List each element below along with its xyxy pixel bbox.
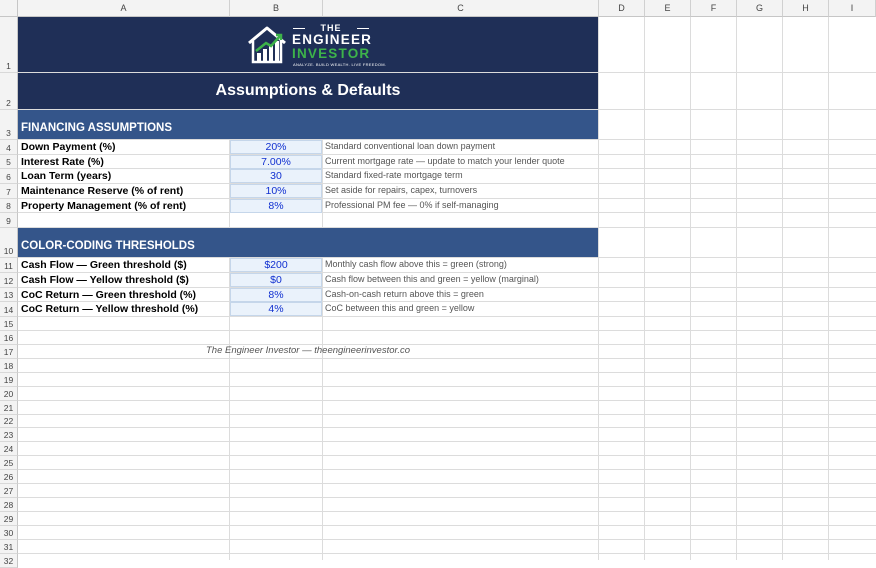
row-header[interactable]: 4: [0, 140, 18, 155]
label-down-payment: Down Payment (%): [21, 141, 116, 153]
input-cashflow-green[interactable]: $200: [230, 258, 322, 272]
gridline: [782, 17, 783, 560]
row-header[interactable]: 13: [0, 288, 18, 302]
label-coc-yellow: CoC Return — Yellow threshold (%): [21, 303, 199, 315]
gridline: [828, 17, 829, 560]
row-header[interactable]: 9: [0, 213, 18, 228]
section-header-thresholds: COLOR-CODING THRESHOLDS: [18, 228, 598, 257]
row-header[interactable]: 3: [0, 110, 18, 140]
note-down-payment: Standard conventional loan down payment: [325, 141, 496, 151]
note-coc-yellow: CoC between this and green = yellow: [325, 303, 475, 313]
row-header[interactable]: 19: [0, 373, 18, 387]
gridline: [18, 386, 876, 387]
gridline: [18, 330, 876, 331]
column-header-h[interactable]: H: [783, 0, 829, 17]
row-header[interactable]: 10: [0, 228, 18, 258]
gridline: [18, 525, 876, 526]
note-cashflow-yellow: Cash flow between this and green = yellow (marginal): [325, 274, 539, 284]
row-header[interactable]: 14: [0, 302, 18, 317]
row-header[interactable]: 16: [0, 331, 18, 345]
input-property-management[interactable]: 8%: [230, 199, 322, 213]
note-interest-rate: Current mortgage rate — update to match your lender quote: [325, 156, 565, 166]
column-header-g[interactable]: G: [737, 0, 783, 17]
column-header-i[interactable]: I: [829, 0, 876, 17]
label-property-management: Property Management (% of rent): [21, 200, 187, 212]
column-header-e[interactable]: E: [645, 0, 691, 17]
input-cashflow-yellow[interactable]: $0: [230, 273, 322, 287]
column-header-b[interactable]: B: [230, 0, 323, 17]
page-title: Assumptions & Defaults: [215, 82, 401, 99]
gridline: [18, 497, 876, 498]
column-header-c[interactable]: C: [323, 0, 599, 17]
gridline: [644, 17, 645, 560]
input-down-payment[interactable]: 20%: [230, 140, 322, 154]
row-header[interactable]: 21: [0, 401, 18, 415]
row-header[interactable]: 11: [0, 258, 18, 273]
gridline: [18, 483, 876, 484]
row-header[interactable]: 30: [0, 526, 18, 540]
row-header[interactable]: 20: [0, 387, 18, 401]
note-property-management: Professional PM fee — 0% if self-managing: [325, 200, 499, 210]
gridline: [18, 316, 876, 317]
row-header[interactable]: 26: [0, 470, 18, 484]
house-chart-icon: [246, 24, 288, 66]
row-header[interactable]: 32: [0, 554, 18, 568]
input-maintenance-reserve[interactable]: 10%: [230, 184, 322, 198]
note-maintenance-reserve: Set aside for repairs, capex, turnovers: [325, 185, 478, 195]
row-header[interactable]: 29: [0, 512, 18, 526]
row-header[interactable]: 2: [0, 73, 18, 110]
row-header[interactable]: 5: [0, 155, 18, 169]
label-loan-term: Loan Term (years): [21, 170, 112, 182]
label-maintenance-reserve: Maintenance Reserve (% of rent): [21, 185, 184, 197]
gridline: [18, 469, 876, 470]
row-header[interactable]: 12: [0, 273, 18, 288]
row-header[interactable]: 25: [0, 456, 18, 470]
input-interest-rate[interactable]: 7.00%: [230, 155, 322, 169]
input-loan-term[interactable]: 30: [230, 169, 322, 183]
row-header[interactable]: 1: [0, 17, 18, 73]
row-header[interactable]: 24: [0, 442, 18, 456]
note-coc-green: Cash-on-cash return above this = green: [325, 289, 484, 299]
column-header-d[interactable]: D: [599, 0, 645, 17]
brand-tagline: ANALYZE. BUILD WEALTH. LIVE FREEDOM.: [293, 62, 387, 67]
gridline: [736, 17, 737, 560]
row-header[interactable]: 7: [0, 184, 18, 199]
gridline: [18, 553, 876, 554]
brand-rule: [293, 28, 305, 29]
brand-name-engineer: ENGINEER: [292, 32, 373, 47]
gridline: [18, 414, 876, 415]
label-cashflow-yellow: Cash Flow — Yellow threshold ($): [21, 274, 189, 286]
label-interest-rate: Interest Rate (%): [21, 156, 104, 168]
row-header[interactable]: 18: [0, 359, 18, 373]
input-coc-green[interactable]: 8%: [230, 288, 322, 302]
brand-name-investor: INVESTOR: [292, 46, 371, 61]
gridline: [18, 539, 876, 540]
row-header[interactable]: 28: [0, 498, 18, 512]
gridline: [690, 17, 691, 560]
select-all-corner[interactable]: [0, 0, 18, 17]
row-header[interactable]: 23: [0, 428, 18, 442]
label-coc-green: CoC Return — Green threshold (%): [21, 289, 197, 301]
label-cashflow-green: Cash Flow — Green threshold ($): [21, 259, 187, 271]
row-header[interactable]: 22: [0, 415, 18, 428]
gridline: [18, 372, 876, 373]
row-header[interactable]: 17: [0, 345, 18, 359]
row-header[interactable]: 27: [0, 484, 18, 498]
note-cashflow-green: Monthly cash flow above this = green (strong): [325, 259, 507, 269]
gridline: [18, 427, 876, 428]
column-header-a[interactable]: A: [18, 0, 230, 17]
brand-name-the: THE: [320, 23, 342, 33]
gridline: [598, 17, 599, 560]
note-loan-term: Standard fixed-rate mortgage term: [325, 170, 463, 180]
footer-credit: The Engineer Investor — theengineerinvestor.co: [205, 345, 410, 356]
brand-logo: [246, 22, 387, 68]
row-header[interactable]: 31: [0, 540, 18, 554]
column-header-f[interactable]: F: [691, 0, 737, 17]
input-coc-yellow[interactable]: 4%: [230, 302, 322, 316]
gridline: [18, 511, 876, 512]
row-header[interactable]: 6: [0, 169, 18, 184]
gridline: [18, 455, 876, 456]
gridline: [18, 400, 876, 401]
row-header[interactable]: 15: [0, 317, 18, 331]
row-header[interactable]: 8: [0, 199, 18, 213]
gridline: [18, 441, 876, 442]
gridline: [18, 358, 876, 359]
brand-rule: [357, 28, 369, 29]
section-header-financing: FINANCING ASSUMPTIONS: [18, 110, 598, 139]
